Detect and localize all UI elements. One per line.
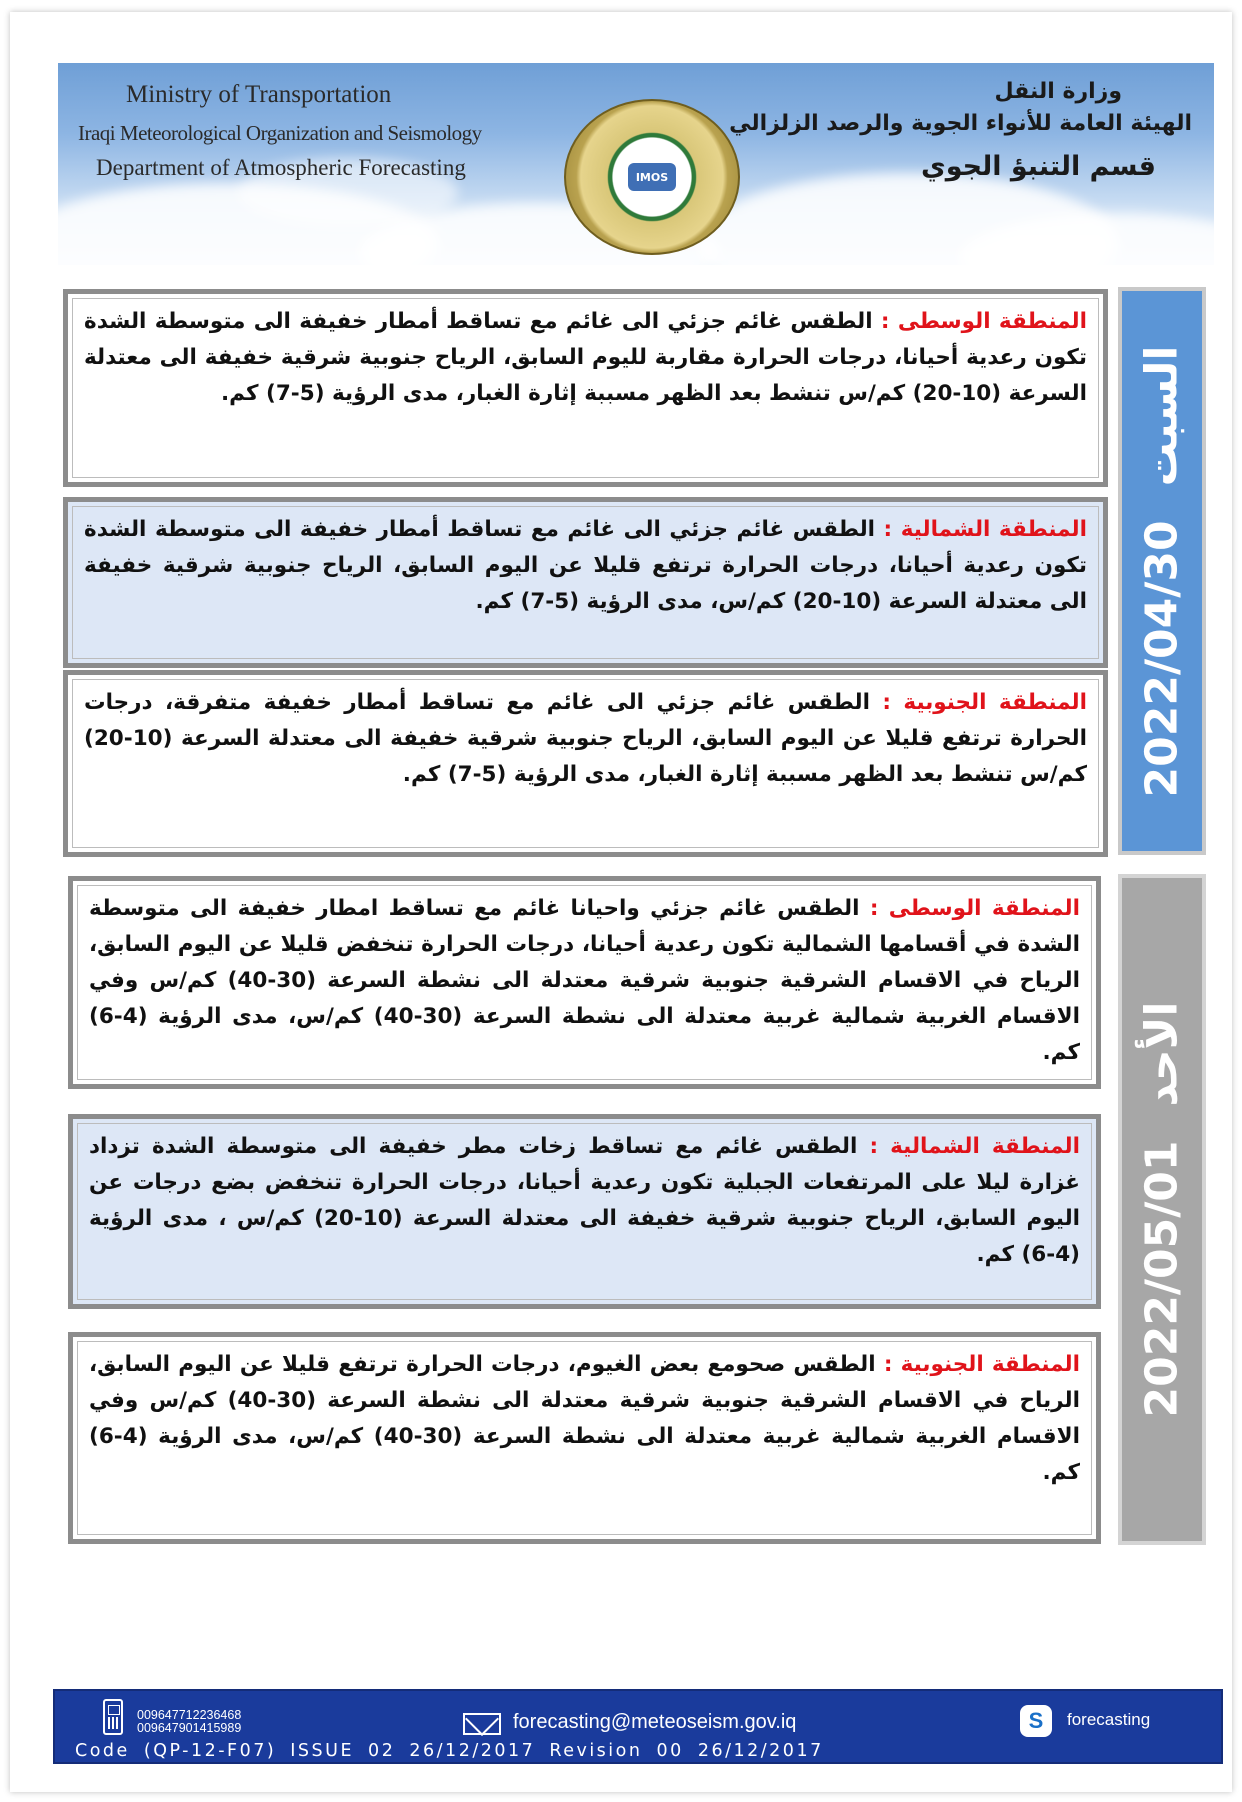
english-ministry-title: Ministry of Transportation xyxy=(126,81,392,108)
region-name: المنطقة الشمالية xyxy=(900,517,1087,542)
phone-numbers xyxy=(137,1709,241,1735)
date-sunday: 2022/05/01 xyxy=(1136,1140,1188,1418)
phone-icon xyxy=(103,1699,123,1735)
day-name-sunday: الأحد xyxy=(1136,1001,1188,1107)
logo-emblem: IMOS xyxy=(628,163,676,191)
email-address[interactable]: forecasting@meteoseism.gov.iq xyxy=(513,1711,797,1733)
forecast-box-central-day2: المنطقة الوسطى : الطقس غائم جزئي واحيانا غائم مع تساقط امطار خفيفة الى متوسطة الشدة في أقسامها الشمالية تكون رعدية أحيانا، درجات الحرارة تنخفض قليلا عن اليوم السابق، الرياح في الاقسام الشرقية جنوبية شرقية معتدلة الى نشطة السرعة (30-40) كم/س وفي الاقسام الغربية شمالية غربية معتدلة الى نشطة السرعة (30-40) كم/س، مدى الرؤية (4-6) كم. xyxy=(68,876,1101,1089)
region-forecast-text: الطقس صحومع بعض الغيوم، درجات الحرارة ترتفع قليلا عن اليوم السابق، الرياح في الاقسام الشرقية جنوبية شرقية معتدلة الى نشطة السرعة (30-40) كم/س وفي الاقسام الغربية شمالية غربية معتدلة الى نشطة السرعة (30-40) كم/س، مدى الرؤية (4-6) كم. xyxy=(89,1352,1081,1485)
region-name: المنطقة الجنوبية xyxy=(903,690,1087,715)
forecast-box-central-day1: المنطقة الوسطى : الطقس غائم جزئي الى غائم مع تساقط أمطار خفيفة الى متوسطة الشدة تكون رعدية أحيانا، درجات الحرارة مقاربة لليوم السابق، الرياح جنوبية شرقية خفيفة الى معتدلة السرعة (10-20) كم/س تنشط بعد الظهر مسببة إثارة الغبار، مدى الرؤية (5-7) كم. xyxy=(63,289,1108,487)
day-name-saturday: السبت xyxy=(1136,345,1188,486)
arabic-ministry-title: وزارة النقل xyxy=(994,79,1122,104)
document-code-line: Code (QP-12-F07) ISSUE 02 26/12/2017 Revision 00 26/12/2017 xyxy=(75,1741,824,1761)
region-forecast-text: الطقس غائم جزئي الى غائم مع تساقط أمطار خفيفة الى متوسطة الشدة تكون رعدية أحيانا، درجات الحرارة ترتفع قليلا عن اليوم السابق، الرياح جنوبية شرقية خفيفة الى معتدلة السرعة (10-20) كم/س، مدى الرؤية (5-7) كم. xyxy=(84,517,1087,614)
date-bar-sunday xyxy=(1118,874,1206,1545)
region-name: المنطقة الوسطى xyxy=(888,896,1080,921)
region-forecast-text: الطقس غائم جزئي واحيانا غائم مع تساقط امطار خفيفة الى متوسطة الشدة في أقسامها الشمالية تكون رعدية أحيانا، درجات الحرارة تنخفض قليلا عن اليوم السابق، الرياح في الاقسام الشرقية جنوبية شرقية معتدلة الى نشطة السرعة (30-40) كم/س وفي الاقسام الغربية شمالية غربية معتدلة الى نشطة السرعة (30-40) كم/س، مدى الرؤية (4-6) كم. xyxy=(89,896,1081,1065)
forecast-box-south-day2: المنطقة الجنوبية : الطقس صحومع بعض الغيوم، درجات الحرارة ترتفع قليلا عن اليوم السابق، الرياح في الاقسام الشرقية جنوبية شرقية معتدلة الى نشطة السرعة (30-40) كم/س وفي الاقسام الغربية شمالية غربية معتدلة الى نشطة السرعة (30-40) كم/س، مدى الرؤية (4-6) كم. xyxy=(68,1332,1101,1544)
region-forecast-text: الطقس غائم جزئي الى غائم مع تساقط أمطار خفيفة متفرقة، درجات الحرارة ترتفع قليلا عن اليوم السابق، الرياح جنوبية شرقية خفيفة الى معتدلة السرعة (10-20) كم/س تنشط بعد الظهر مسببة إثارة الغبار، مدى الرؤية (5-7) كم. xyxy=(84,690,1087,787)
region-forecast-text: الطقس غائم جزئي الى غائم مع تساقط أمطار خفيفة الى متوسطة الشدة تكون رعدية أحيانا، درجات الحرارة مقاربة لليوم السابق، الرياح جنوبية شرقية خفيفة الى معتدلة السرعة (10-20) كم/س تنشط بعد الظهر مسببة إثارة الغبار، مدى الرؤية (5-7) كم. xyxy=(84,309,1087,406)
mail-icon xyxy=(463,1713,501,1735)
date-saturday: 2022/04/30 xyxy=(1136,519,1188,797)
skype-handle: forecasting xyxy=(1067,1710,1151,1729)
region-forecast-text: الطقس غائم مع تساقط زخات مطر خفيفة الى متوسطة الشدة تزداد غزارة ليلا على المرتفعات الجبلية تكون رعدية أحيانا، درجات الحرارة تنخفض بضع درجات عن اليوم السابق، الرياح جنوبية شرقية خفيفة الى معتدلة السرعة (10-20) كم/س ، مدى الرؤية (4-6) كم. xyxy=(89,1134,1081,1267)
footer-bar xyxy=(53,1689,1223,1764)
date-bar-saturday xyxy=(1118,287,1206,855)
arabic-organization-title: الهيئة العامة للأنواء الجوية والرصد الزلزالي xyxy=(729,111,1192,136)
region-name: المنطقة الشمالية xyxy=(890,1134,1080,1159)
english-department-title: Department of Atmospheric Forecasting xyxy=(96,155,466,180)
organization-logo xyxy=(564,99,740,255)
forecast-box-south-day1: المنطقة الجنوبية : الطقس غائم جزئي الى غائم مع تساقط أمطار خفيفة متفرقة، درجات الحرارة ترتفع قليلا عن اليوم السابق، الرياح جنوبية شرقية خفيفة الى معتدلة السرعة (10-20) كم/س تنشط بعد الظهر مسببة إثارة الغبار، مدى الرؤية (5-7) كم. xyxy=(63,670,1108,857)
phone-number-1: 009647712236468 xyxy=(137,1708,242,1722)
header-banner xyxy=(58,63,1214,265)
forecast-box-north-day2: المنطقة الشمالية : الطقس غائم مع تساقط زخات مطر خفيفة الى متوسطة الشدة تزداد غزارة ليلا على المرتفعات الجبلية تكون رعدية أحيانا، درجات الحرارة تنخفض بضع درجات عن اليوم السابق، الرياح جنوبية شرقية خفيفة الى معتدلة السرعة (10-20) كم/س ، مدى الرؤية (4-6) كم. xyxy=(68,1114,1101,1309)
skype-icon: S xyxy=(1020,1705,1052,1737)
phone-number-2: 009647901415989 xyxy=(137,1721,242,1735)
forecast-box-north-day1: المنطقة الشمالية : الطقس غائم جزئي الى غائم مع تساقط أمطار خفيفة الى متوسطة الشدة تكون رعدية أحيانا، درجات الحرارة ترتفع قليلا عن اليوم السابق، الرياح جنوبية شرقية خفيفة الى معتدلة السرعة (10-20) كم/س، مدى الرؤية (5-7) كم. xyxy=(63,497,1108,668)
english-organization-title: Iraqi Meteorological Organization and Seismology xyxy=(78,121,482,145)
arabic-department-title: قسم التنبؤ الجوي xyxy=(920,151,1156,182)
region-name: المنطقة الوسطى xyxy=(897,309,1087,334)
region-name: المنطقة الجنوبية xyxy=(900,1352,1080,1377)
